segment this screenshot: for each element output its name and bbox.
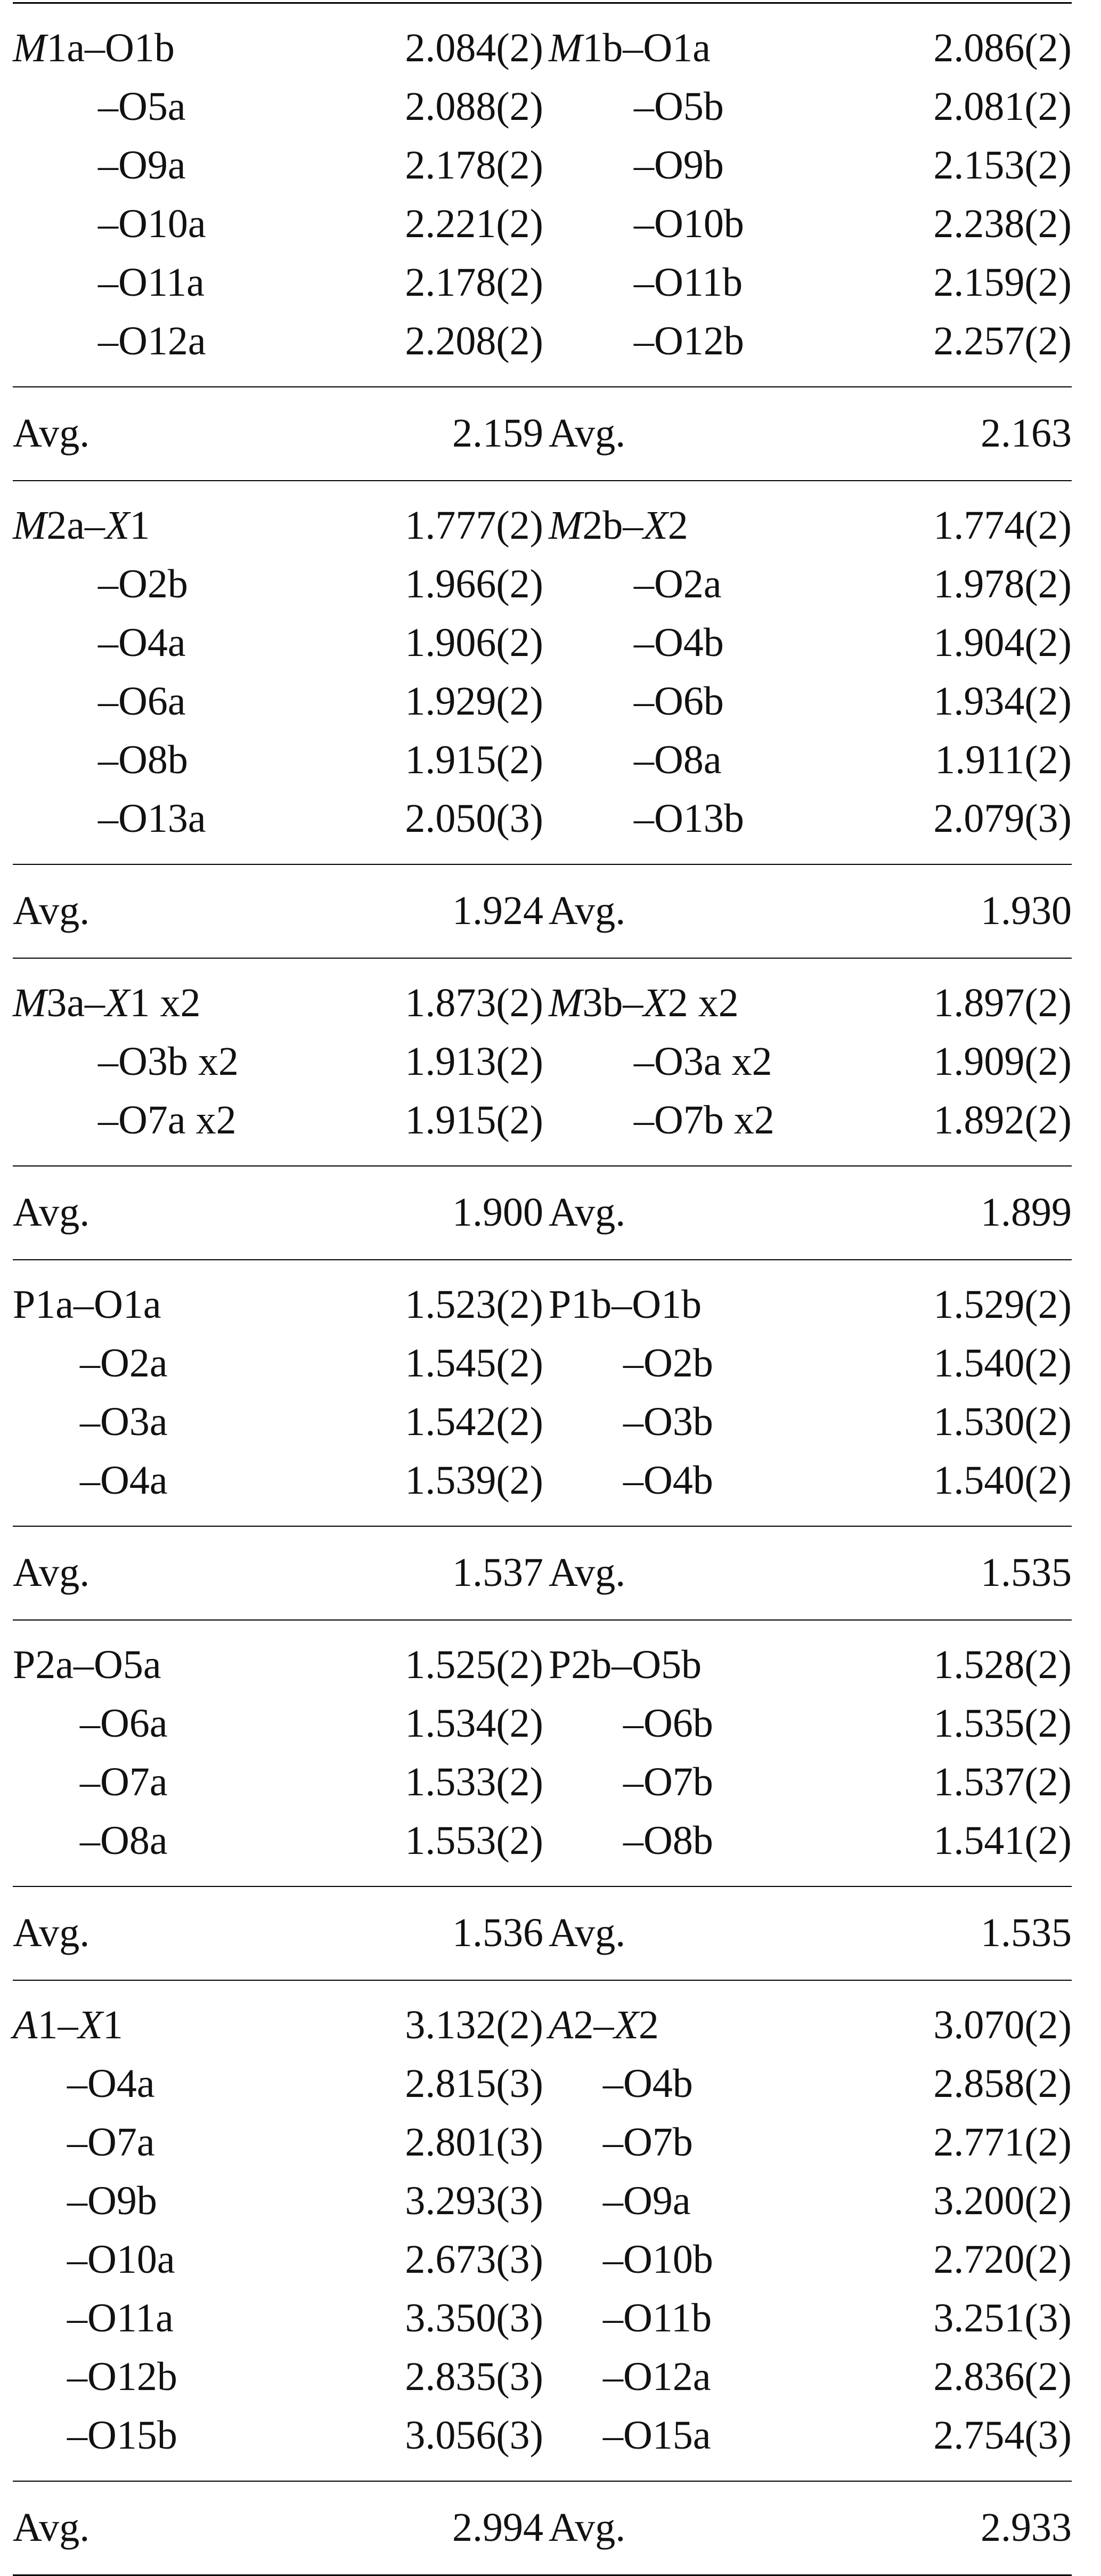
bond-length: 3.070(2) [933, 2003, 1072, 2047]
average-value: 2.994 [452, 2505, 543, 2550]
average-value: 2.933 [981, 2505, 1072, 2550]
bond-length: 1.915(2) [405, 1098, 543, 1143]
bond-length: 2.835(3) [405, 2354, 543, 2399]
bond-length: 2.159(2) [933, 260, 1072, 305]
bond-length: 1.540(2) [933, 1341, 1072, 1386]
bond-label: –O12a [603, 2354, 711, 2399]
bond-length: 1.553(2) [405, 1818, 543, 1863]
table-row [13, 2230, 1072, 2289]
bond-label: –O3a [80, 1399, 168, 1444]
bond-label: –O8b [623, 1818, 713, 1863]
m1-average [13, 387, 1072, 480]
bond-length: 3.350(3) [405, 2296, 543, 2340]
bond-length: 1.906(2) [405, 620, 543, 665]
average-row [13, 1903, 1072, 1963]
table-row [13, 1091, 1072, 1149]
bond-length: 1.897(2) [933, 981, 1072, 1025]
bond-length: 1.530(2) [933, 1399, 1072, 1444]
bond-length: 2.836(2) [933, 2354, 1072, 2399]
bond-label: M3a–X1 x2 [13, 981, 201, 1025]
bond-label: –O12b [634, 319, 744, 363]
p1-section [13, 1260, 1072, 1526]
bond-length: 3.056(3) [405, 2413, 543, 2458]
table-row [13, 974, 1072, 1032]
average-value: 2.159 [452, 411, 543, 456]
bond-length: 1.528(2) [933, 1642, 1072, 1687]
bond-length: 1.537(2) [933, 1760, 1072, 1804]
table-row [13, 789, 1072, 848]
table-row [13, 1451, 1072, 1510]
bond-label: A1–X1 [13, 2003, 123, 2047]
bond-length: 1.978(2) [933, 562, 1072, 606]
bond-length: 1.892(2) [933, 1098, 1072, 1143]
bond-label: –O2b [623, 1341, 713, 1386]
bond-length: 3.251(3) [933, 2296, 1072, 2340]
average-value: 1.536 [452, 1910, 543, 1955]
bond-length: 1.535(2) [933, 1701, 1072, 1746]
table-row [13, 555, 1072, 613]
average-label: Avg. [13, 1190, 90, 1235]
table-row [13, 1753, 1072, 1811]
average-label: Avg. [13, 411, 90, 456]
m2-average [13, 865, 1072, 958]
bond-label: –O8a [634, 738, 722, 782]
bond-label: P2a–O5a [13, 1642, 161, 1687]
average-value: 1.930 [981, 888, 1072, 933]
average-label: Avg. [549, 1550, 626, 1595]
bond-label: –O10a [67, 2237, 175, 2282]
table-row [13, 1392, 1072, 1451]
bond-label: –O13b [634, 796, 744, 841]
bond-label: –O15a [603, 2413, 711, 2458]
average-value: 1.899 [981, 1190, 1072, 1235]
bond-label: –O3b [623, 1399, 713, 1444]
bond-label: –O4a [80, 1458, 168, 1503]
bond-length: 1.541(2) [933, 1818, 1072, 1863]
bond-label: M3b–X2 x2 [549, 981, 739, 1025]
bond-length: 2.086(2) [933, 26, 1072, 70]
bond-label: P2b–O5b [549, 1642, 702, 1687]
bond-length: 2.673(3) [405, 2237, 543, 2282]
bond-label: –O8a [80, 1818, 168, 1863]
table-row [13, 2406, 1072, 2465]
bond-label: –O9a [98, 143, 186, 188]
bond-length: 2.858(2) [933, 2061, 1072, 2106]
table-row [13, 731, 1072, 789]
bond-length: 2.754(3) [933, 2413, 1072, 2458]
bond-length: 1.542(2) [405, 1399, 543, 1444]
bond-length: 1.534(2) [405, 1701, 543, 1746]
bond-label: –O2a [634, 562, 722, 606]
bond-length: 1.533(2) [405, 1760, 543, 1804]
table-row [13, 136, 1072, 195]
table-row [13, 1032, 1072, 1091]
bond-label: –O7b x2 [634, 1098, 774, 1143]
bond-length: 1.909(2) [933, 1039, 1072, 1084]
bond-label: –O11b [603, 2296, 712, 2340]
bond-length: 1.873(2) [405, 981, 543, 1025]
bond-length: 3.132(2) [405, 2003, 543, 2047]
bond-label: –O15b [67, 2413, 177, 2458]
bond-label: –O10a [98, 201, 206, 246]
bond-length: 1.911(2) [935, 738, 1072, 782]
table-row [13, 1811, 1072, 1870]
bond-label: M1b–O1a [549, 26, 711, 70]
table-row [13, 2054, 1072, 2113]
bond-label: –O13a [98, 796, 206, 841]
a-section [13, 1981, 1072, 2481]
bond-length: 1.529(2) [933, 1282, 1072, 1327]
bond-label: –O6a [98, 679, 186, 724]
bond-label: –O5a [98, 84, 186, 129]
average-label: Avg. [549, 2505, 626, 2550]
bond-label: –O8b [98, 738, 188, 782]
bond-label: P1b–O1b [549, 1282, 702, 1327]
bond-length: 2.771(2) [933, 2120, 1072, 2165]
table-row [13, 1275, 1072, 1334]
bond-length: 1.915(2) [405, 738, 543, 782]
bond-label: –O7a [80, 1760, 168, 1804]
bond-length: 1.913(2) [405, 1039, 543, 1084]
bond-label: –O4b [603, 2061, 693, 2106]
bond-label: –O11a [67, 2296, 174, 2340]
table-row [13, 2113, 1072, 2172]
average-row [13, 2498, 1072, 2557]
m2-section [13, 481, 1072, 864]
bond-length: 2.720(2) [933, 2237, 1072, 2282]
bond-label: –O6b [623, 1701, 713, 1746]
bond-label: –O3b x2 [98, 1039, 239, 1084]
table-row [13, 1996, 1072, 2054]
table-row [13, 1334, 1072, 1392]
bond-length: 2.815(3) [405, 2061, 543, 2106]
bond-label: –O9a [603, 2178, 691, 2223]
table-row [13, 2172, 1072, 2230]
bond-label: –O4b [634, 620, 724, 665]
table-row [13, 672, 1072, 731]
average-label: Avg. [549, 411, 626, 456]
table-row [13, 2347, 1072, 2406]
bond-label: P1a–O1a [13, 1282, 161, 1327]
bond-length: 1.523(2) [405, 1282, 543, 1327]
table-row [13, 19, 1072, 77]
bond-length: 1.929(2) [405, 679, 543, 724]
average-value: 1.535 [981, 1910, 1072, 1955]
average-value: 1.900 [452, 1190, 543, 1235]
bond-length: 1.777(2) [405, 503, 543, 548]
table-row [13, 253, 1072, 312]
bond-label: –O4a [98, 620, 186, 665]
bond-length: 1.774(2) [933, 503, 1072, 548]
bond-length: 2.257(2) [933, 319, 1072, 363]
bond-length: 2.208(2) [405, 319, 543, 363]
table-row [13, 1635, 1072, 1694]
bond-label: –O10b [603, 2237, 713, 2282]
average-label: Avg. [549, 888, 626, 933]
bond-label: –O6b [634, 679, 724, 724]
bond-length: 2.801(3) [405, 2120, 543, 2165]
bond-length: 1.540(2) [933, 1458, 1072, 1503]
bond-length: 1.539(2) [405, 1458, 543, 1503]
bond-label: –O5b [634, 84, 724, 129]
bond-length: 2.178(2) [405, 260, 543, 305]
a-average [13, 2482, 1072, 2574]
bond-length: 1.904(2) [933, 620, 1072, 665]
bond-label: –O3a x2 [634, 1039, 772, 1084]
bond-label: M2b–X2 [549, 503, 688, 548]
bond-label: –O2a [80, 1341, 168, 1386]
average-value: 1.537 [452, 1550, 543, 1595]
average-label: Avg. [13, 1550, 90, 1595]
bond-length: 1.525(2) [405, 1642, 543, 1687]
bond-label: –O9b [634, 143, 724, 188]
bond-length: 2.178(2) [405, 143, 543, 188]
table-row [13, 312, 1072, 370]
bond-length: 3.200(2) [933, 2178, 1072, 2223]
bond-label: –O11b [634, 260, 743, 305]
bond-label: –O4a [67, 2061, 155, 2106]
table-row [13, 496, 1072, 555]
average-label: Avg. [549, 1910, 626, 1955]
bond-label: M1a–O1b [13, 26, 175, 70]
bond-label: –O11a [98, 260, 205, 305]
bond-length: 2.084(2) [405, 26, 543, 70]
bond-label: –O7a x2 [98, 1098, 236, 1143]
bond-length: 1.934(2) [933, 679, 1072, 724]
bond-label: A2–X2 [549, 2003, 659, 2047]
average-label: Avg. [13, 888, 90, 933]
bond-label: –O7b [623, 1760, 713, 1804]
average-row [13, 1543, 1072, 1602]
table-row [13, 1694, 1072, 1753]
bond-length: 2.079(3) [933, 796, 1072, 841]
bond-label: M2a–X1 [13, 503, 150, 548]
bond-length: 2.238(2) [933, 201, 1072, 246]
table-row [13, 77, 1072, 136]
average-label: Avg. [13, 1910, 90, 1955]
bond-label: –O12b [67, 2354, 177, 2399]
bond-length: 2.088(2) [405, 84, 543, 129]
table-row [13, 613, 1072, 672]
bond-label: –O7a [67, 2120, 155, 2165]
table-row [13, 195, 1072, 253]
bond-length: 2.081(2) [933, 84, 1072, 129]
p2-section [13, 1621, 1072, 1886]
bond-label: –O4b [623, 1458, 713, 1503]
average-value: 1.535 [981, 1550, 1072, 1595]
bond-length: 2.050(3) [405, 796, 543, 841]
bond-length: 1.966(2) [405, 562, 543, 606]
average-value: 1.924 [452, 888, 543, 933]
bond-length-table [13, 2, 1072, 2576]
m3-section [13, 959, 1072, 1165]
average-label: Avg. [549, 1190, 626, 1235]
bond-label: –O7b [603, 2120, 693, 2165]
bond-label: –O2b [98, 562, 188, 606]
average-row [13, 881, 1072, 941]
m3-average [13, 1167, 1072, 1259]
average-row [13, 1182, 1072, 1242]
bond-length: 1.545(2) [405, 1341, 543, 1386]
table-row [13, 2289, 1072, 2347]
p2-average [13, 1887, 1072, 1980]
bond-length: 2.153(2) [933, 143, 1072, 188]
bond-label: –O12a [98, 319, 206, 363]
m1-section [13, 4, 1072, 386]
bond-label: –O9b [67, 2178, 157, 2223]
bond-label: –O6a [80, 1701, 168, 1746]
bond-length: 3.293(3) [405, 2178, 543, 2223]
average-value: 2.163 [981, 411, 1072, 456]
p1-average [13, 1527, 1072, 1619]
average-label: Avg. [13, 2505, 90, 2550]
bond-label: –O10b [634, 201, 744, 246]
average-row [13, 403, 1072, 463]
bond-length: 2.221(2) [405, 201, 543, 246]
